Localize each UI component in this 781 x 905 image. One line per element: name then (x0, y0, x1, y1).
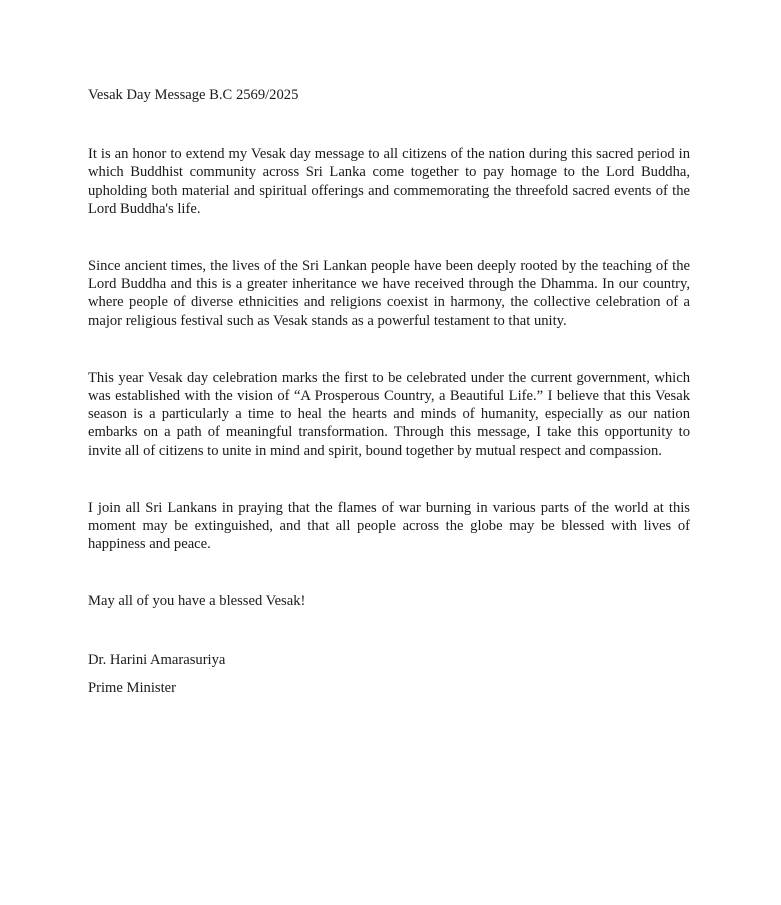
paragraph-3: This year Vesak day celebration marks the first to be celebrated under the current government, which was established with the vision of “A Prosperous Country, a Beautiful Life.” I believe that this Vesak season is a particularly a time to heal the hearts and minds of humanity, especially as our nation embarks on a path of meaningful transformation. Through this message, I take this opportunity to invite all of citizens to unite in mind and spirit, bound together by mutual respect and compassion. (88, 369, 690, 459)
closing-line: May all of you have a blessed Vesak! (88, 593, 306, 610)
paragraph-2: Since ancient times, the lives of the Sri Lankan people have been deeply rooted by the teaching of the Lord Buddha and this is a greater inheritance we have received through the Dhamma. In our country, where people of diverse ethnicities and religions coexist in harmony, the collective celebration of a major religious festival such as Vesak stands as a powerful testament to that unity. (88, 258, 690, 329)
document-title: Vesak Day Message B.C 2569/2025 (88, 87, 299, 103)
paragraph-4: I join all Sri Lankans in praying that the flames of war burning in various parts of the world at this moment may be extinguished, and that all people across the globe may be blessed with lives of happiness and peace. (88, 499, 690, 553)
paragraph-1: It is an honor to extend my Vesak day message to all citizens of the nation during this sacred period in which Buddhist community across Sri Lanka come together to pay homage to the Lord Buddha, upholding both material and spiritual offerings and commemorating the threefold sacred events of the Lord Buddha's life. (88, 146, 690, 217)
document-page (88, 86, 690, 697)
signatory-name: Dr. Harini Amarasuriya (88, 651, 226, 668)
signatory-title: Prime Minister (88, 679, 176, 696)
